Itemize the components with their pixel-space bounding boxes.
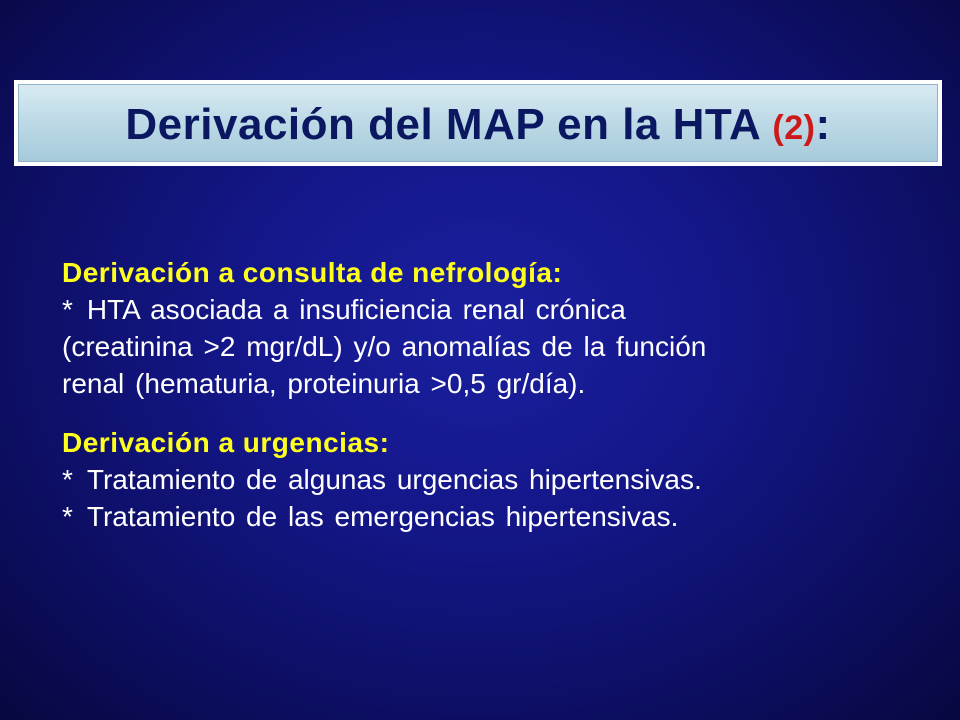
bullet-marker: * xyxy=(62,501,73,532)
bullet-line xyxy=(62,498,922,535)
line-text: Tratamiento de las emergencias hipertensivas. xyxy=(86,501,679,532)
section-nephrology xyxy=(62,254,922,402)
bullet-line xyxy=(62,461,922,498)
slide-content xyxy=(62,254,922,535)
bullet-line xyxy=(62,291,922,328)
section-heading: Derivación a consulta de nefrología: xyxy=(62,257,563,288)
title-number: (2) xyxy=(772,109,816,147)
slide-title xyxy=(18,99,938,154)
bullet-marker: * xyxy=(62,294,73,325)
title-main: Derivación del MAP en la HTA xyxy=(125,100,773,149)
title-suffix: : xyxy=(815,100,831,149)
line-text: Tratamiento de algunas urgencias hipertensivas. xyxy=(86,464,702,495)
section-heading: Derivación a urgencias: xyxy=(62,427,390,458)
title-box xyxy=(14,80,942,166)
continuation-line: (creatinina >2 mgr/dL) y/o anomalías de la función xyxy=(62,331,707,362)
bullet-marker: * xyxy=(62,464,73,495)
continuation-line: renal (hematuria, proteinuria >0,5 gr/día). xyxy=(62,368,586,399)
section-emergency xyxy=(62,424,922,535)
line-text: HTA asociada a insuficiencia renal crónica xyxy=(86,294,626,325)
